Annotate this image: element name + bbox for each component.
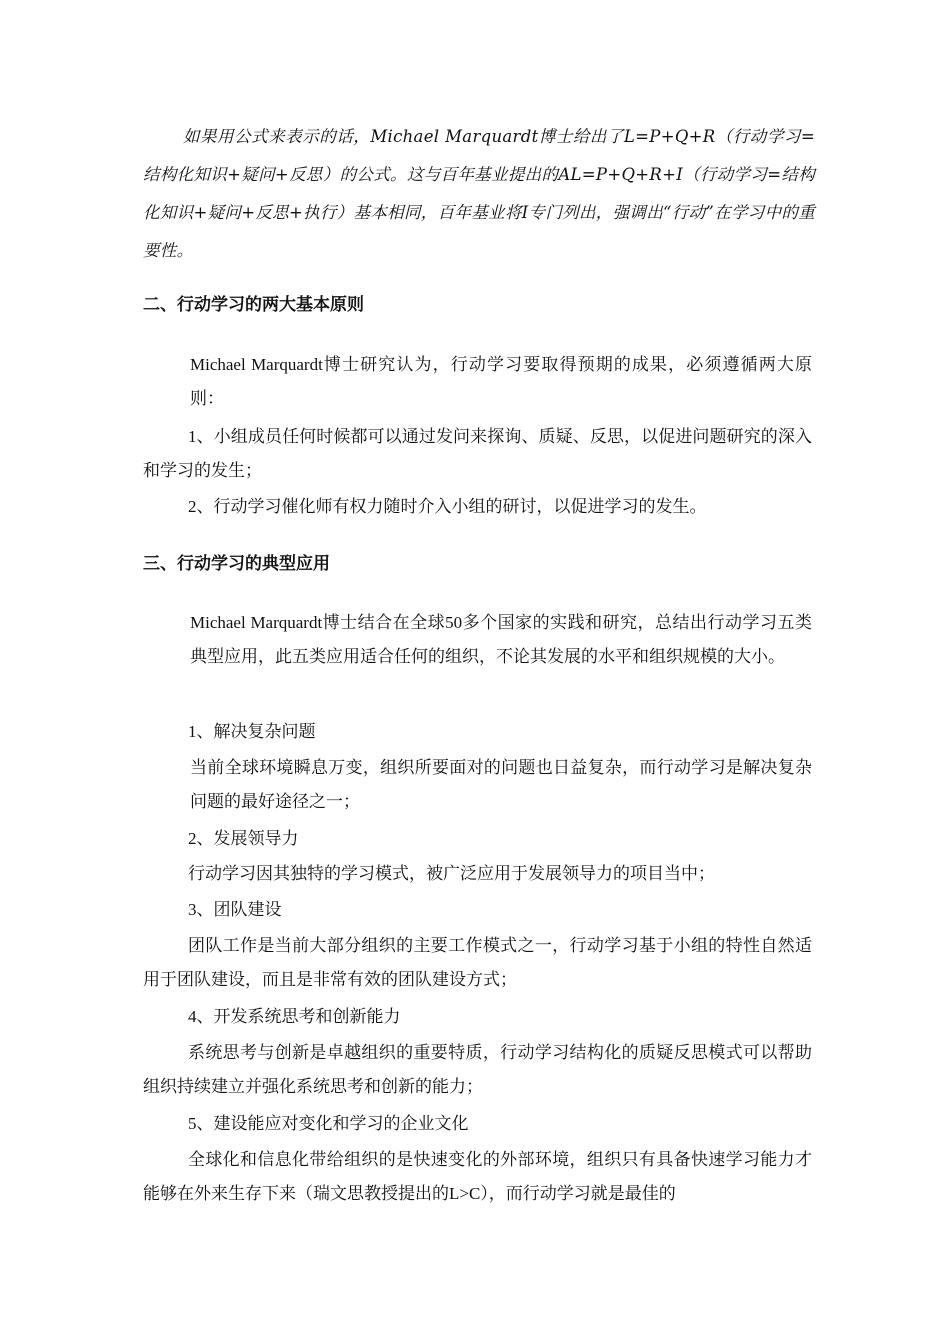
principles-intro: Michael Marquardt博士研究认为，行动学习要取得预期的成果，必须遵循两大原则： <box>190 355 812 408</box>
formula-paragraph: 如果用公式来表示的话，Michael Marquardt博士给出了L=P+Q+R（行动学习=结构化知识+疑问+反思）的公式。这与百年基业提出的AL=P+Q+R+I（行动学习=结构化知识+疑问+反思+执行）基本相同，百年基业将I专门列出，强调出“行动”在学习中的重要性。 <box>143 127 815 260</box>
section-heading-principles: 二、行动学习的两大基本原则 <box>143 295 364 315</box>
applications-intro: Michael Marquardt博士结合在全球50多个国家的实践和研究，总结出行动学习五类典型应用，此五类应用适合任何的组织，不论其发展的水平和组织规模的大小。 <box>190 613 812 666</box>
application-1-body: 当前全球环境瞬息万变，组织所要面对的问题也日益复杂，而行动学习是解决复杂问题的最好途径之一； <box>190 758 812 811</box>
application-4-body: 系统思考与创新是卓越组织的重要特质，行动学习结构化的质疑反思模式可以帮助组织持续建立并强化系统思考和创新的能力； <box>143 1043 812 1096</box>
application-5-body: 全球化和信息化带给组织的是快速变化的外部环境，组织只有具备快速学习能力才能够在外来生存下来（瑞文思教授提出的L>C），而行动学习就是最佳的 <box>143 1150 812 1203</box>
application-3-body: 团队工作是当前大部分组织的主要工作模式之一，行动学习基于小组的特性自然适用于团队建设，而且是非常有效的团队建设方式； <box>143 936 812 989</box>
application-3-title: 3、团队建设 <box>188 900 282 919</box>
principle-2: 2、行动学习催化师有权力随时介入小组的研讨，以促进学习的发生。 <box>188 497 707 516</box>
application-5-title: 5、建设能应对变化和学习的企业文化 <box>188 1114 469 1133</box>
application-2-body: 行动学习因其独特的学习模式，被广泛应用于发展领导力的项目当中； <box>188 864 715 883</box>
application-4-title: 4、开发系统思考和创新能力 <box>188 1007 401 1026</box>
application-1-title: 1、解决复杂问题 <box>188 722 316 741</box>
principle-1: 1、小组成员任何时候都可以通过发问来探询、质疑、反思，以促进问题研究的深入和学习的发生； <box>143 427 812 480</box>
section-heading-applications: 三、行动学习的典型应用 <box>143 554 330 574</box>
application-2-title: 2、发展领导力 <box>188 829 299 848</box>
